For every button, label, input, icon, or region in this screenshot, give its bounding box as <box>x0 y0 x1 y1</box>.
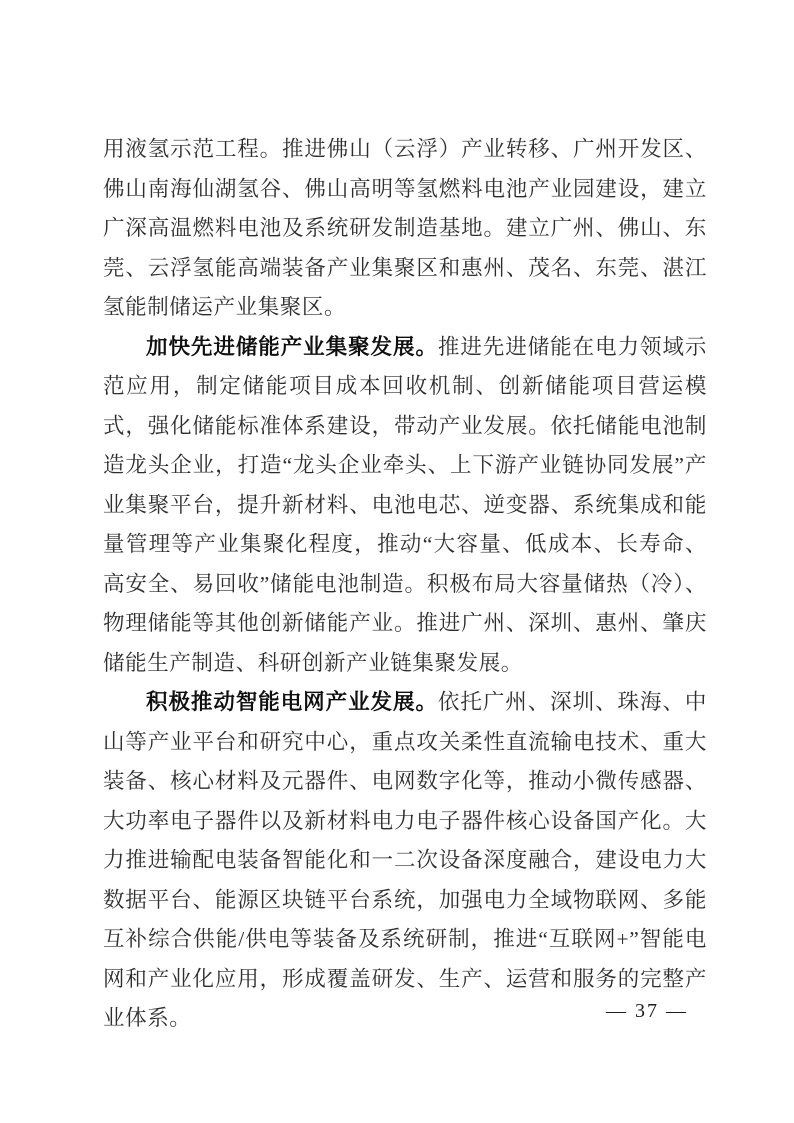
paragraph-3-text: 依托广州、深圳、珠海、中山等产业平台和研究中心，重点攻关柔性直流输电技术、重大装备、核心材料及元器件、电网数字化等，推动小微传感器、大功率电子器件以及新材料电力电子器件核心设备国产化。大力推进输配电装备智能化和一二次设备深度融合，建设电力大数据平台、能源区块链平台系统，加强电力全域物联网、多能互补综合供能/供电等装备及系统研制，推进“互联网+”智能电网和产业化应用，形成覆盖研发、生产、运营和服务的完整产业体系。 <box>103 690 707 1030</box>
page-number: — 37 — <box>606 1000 688 1022</box>
paragraph-2-text: 推进先进储能在电力领域示范应用，制定储能项目成本回收机制、创新储能项目营运模式，强化储能标准体系建设，带动产业发展。依托储能电池制造龙头企业，打造“龙头企业牵头、上下游产业链协同发展”产业集聚平台，提升新材料、电池电芯、逆变器、系统集成和能量管理等产业集聚化程度，推动“大容量、低成本、长寿命、高安全、易回收”储能电池制造。积极布局大容量储热（冷）、物理储能等其他创新储能产业。推进广州、深圳、惠州、肇庆储能生产制造、科研创新产业链集聚发展。 <box>103 334 707 675</box>
paragraph-1-text: 用液氢示范工程。推进佛山（云浮）产业转移、广州开发区、佛山南海仙湖氢谷、佛山高明等氢燃料电池产业园建设，建立广深高温燃料电池及系统研发制造基地。建立广州、佛山、东莞、云浮氢能高端装备产业集聚区和惠州、茂名、东莞、湛江氢能制储运产业集聚区。 <box>103 137 707 319</box>
paragraph-hydrogen-industry <box>103 130 707 328</box>
paragraph-3-bold-lead: 积极推动智能电网产业发展。 <box>146 690 438 714</box>
paragraph-energy-storage <box>103 328 707 684</box>
paragraph-smart-grid <box>103 683 707 1039</box>
document-body <box>103 130 707 1039</box>
paragraph-2-bold-lead: 加快先进储能产业集聚发展。 <box>146 334 438 359</box>
